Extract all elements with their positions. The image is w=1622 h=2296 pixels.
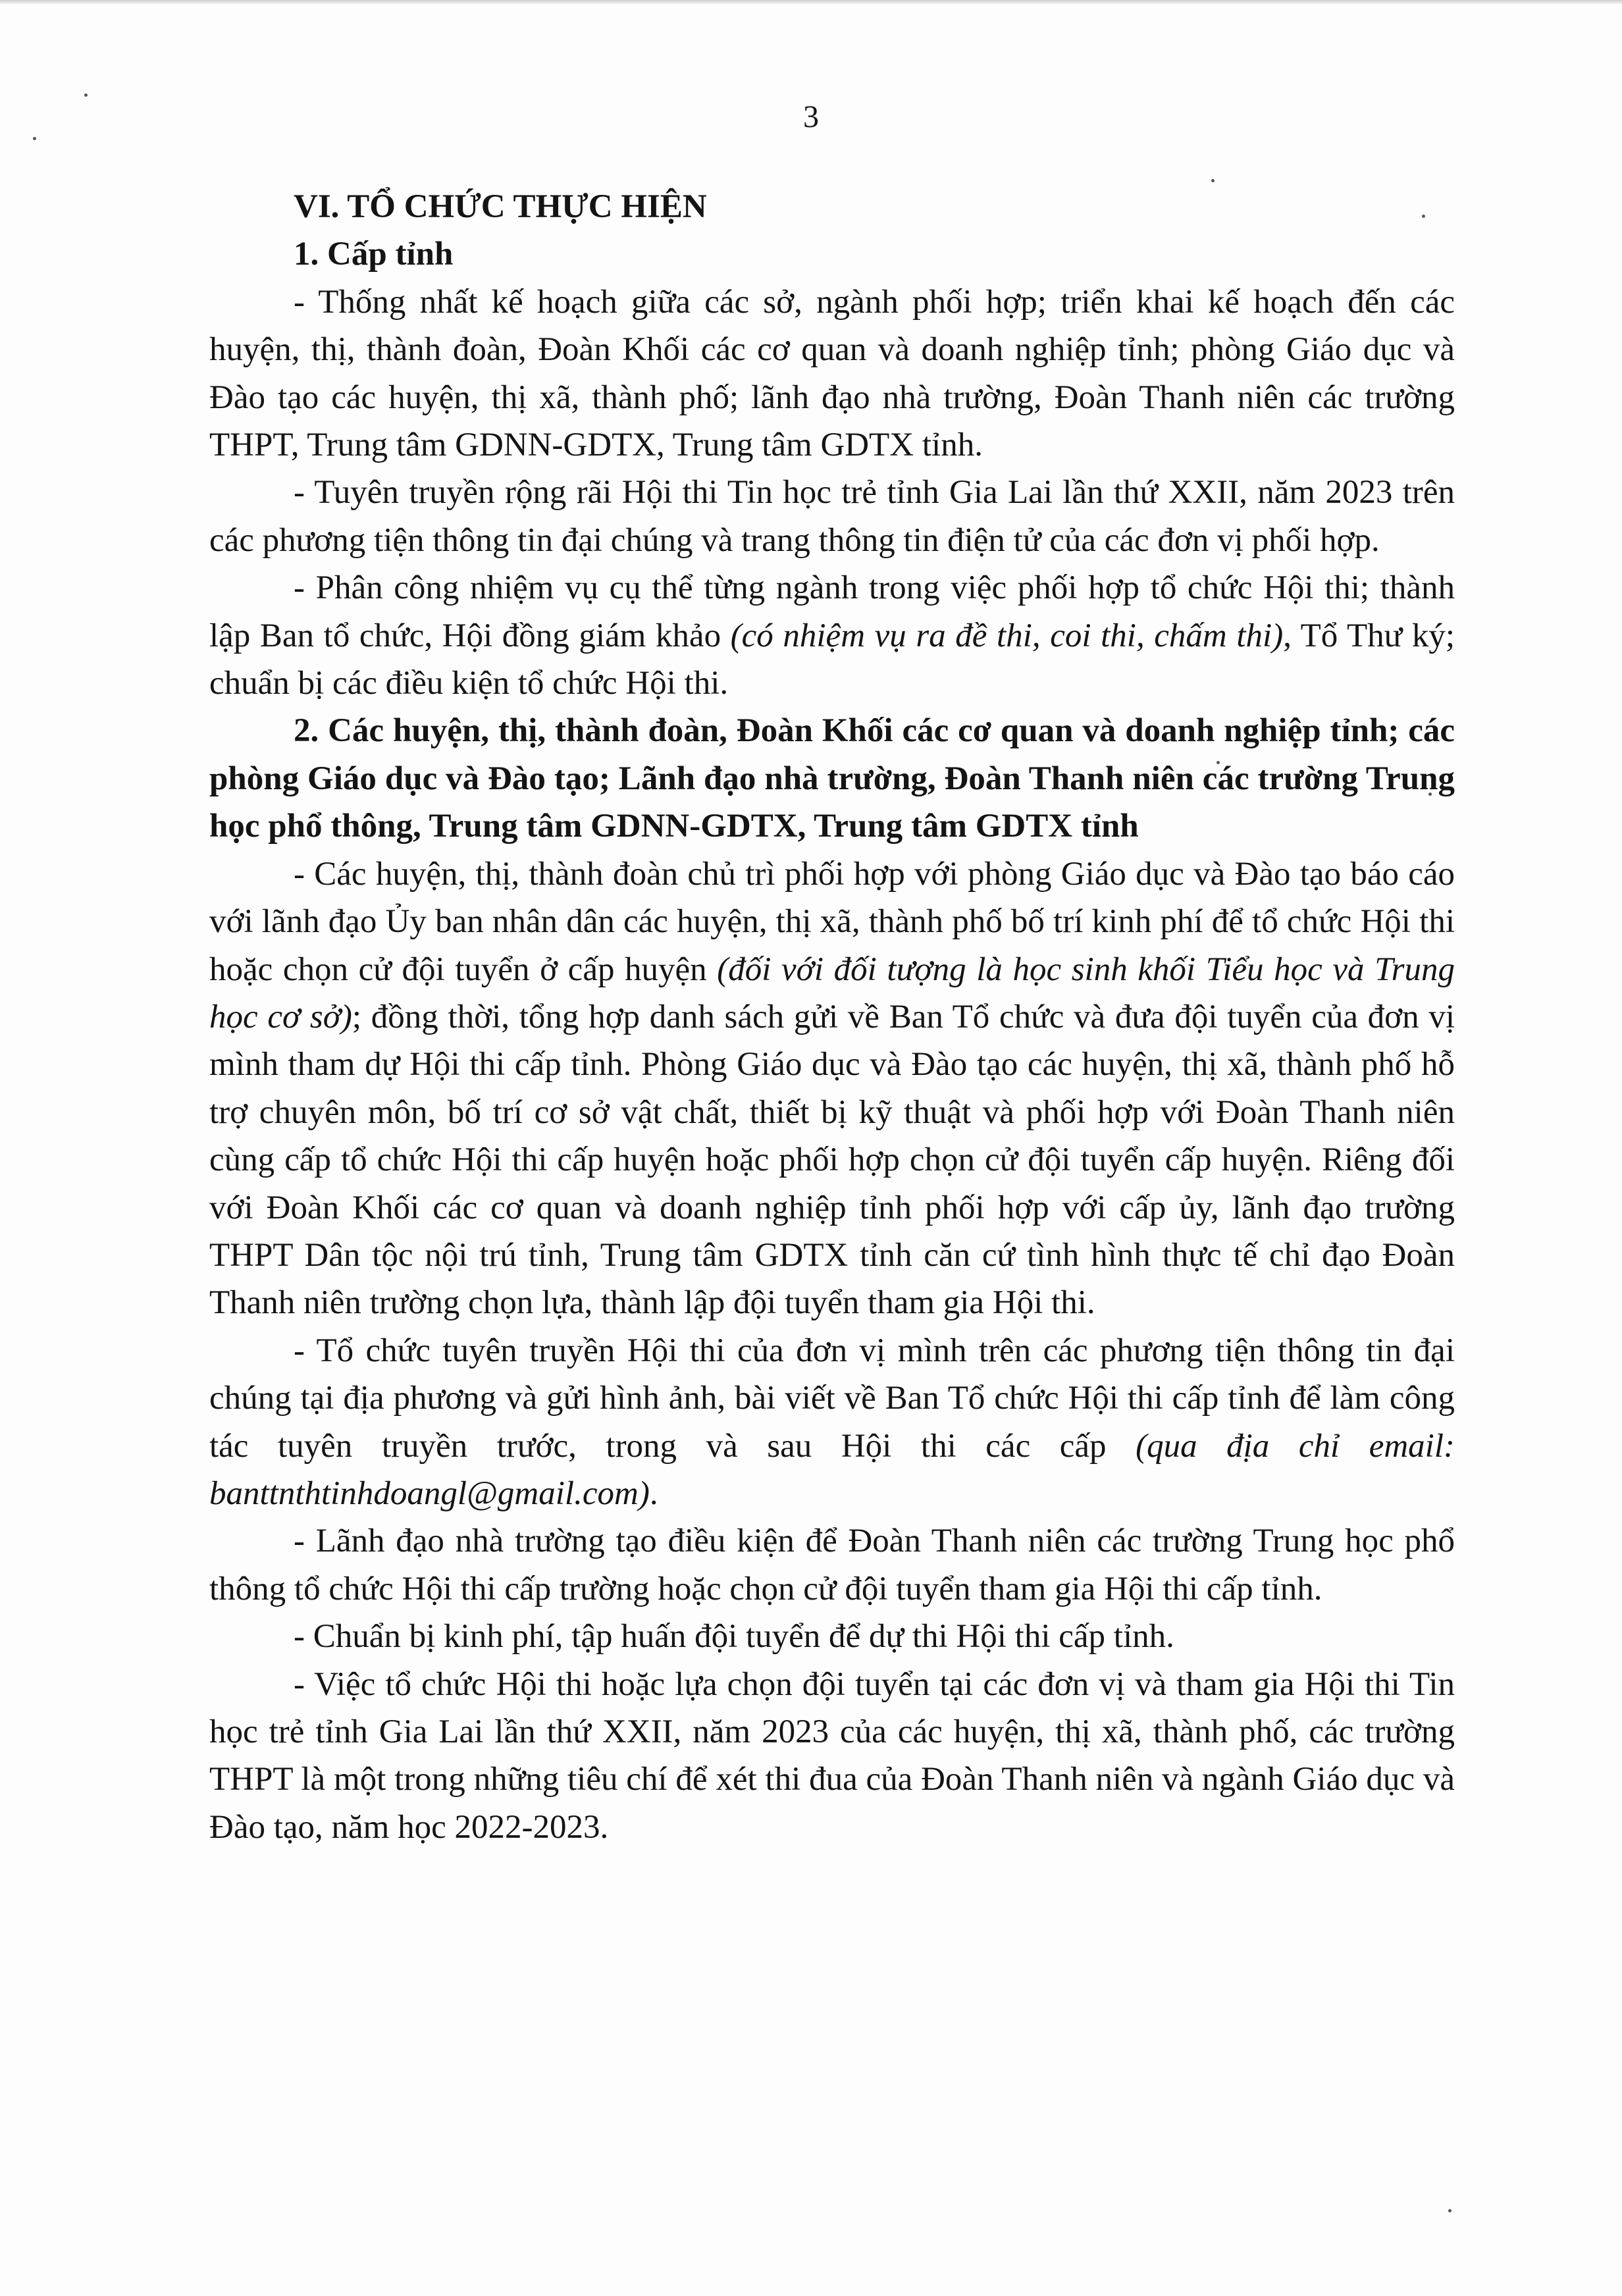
scan-speck <box>33 137 36 140</box>
paragraph-5-text-b: . <box>649 1474 658 1512</box>
scan-speck <box>1211 179 1215 182</box>
paragraph-5-italic: (qua địa chỉ email: banttnthtinhdoangl@gmail.com) <box>209 1427 1455 1512</box>
paragraph-4-text-b: ; đồng thời, tổng hợp danh sách gửi về Ban Tổ chức và đưa đội tuyển của đơn vị mình tham dự Hội thi cấp tỉnh. Phòng Giáo dục và Đào tạo các huyện, thị xã, thành phố hỗ trợ chuyên môn, bố trí cơ sở vật chất, thiết bị kỹ thuật và phối hợp với Đoàn Thanh niên cùng cấp tổ chức Hội thi cấp huyện hoặc phối hợp chọn cử đội tuyển cấp huyện. Riêng đối với Đoàn Khối các cơ quan và doanh nghiệp tỉnh phối hợp với cấp ủy, lãnh đạo trường THPT Dân tộc nội trú tỉnh, Trung tâm GDTX tỉnh căn cứ tình hình thực tế chỉ đạo Đoàn Thanh niên trường chọn lựa, thành lập đội tuyển tham gia Hội thi. <box>209 998 1455 1322</box>
section-title: VI. TỔ CHỨC THỰC HIỆN <box>294 188 707 225</box>
document-body <box>209 183 1455 1851</box>
paragraph-4 <box>209 850 1455 1327</box>
paragraph-4-italic: (đối với đối tượng là học sinh khối Tiểu học và Trung học cơ sở) <box>209 951 1455 1035</box>
paragraph-8: - Việc tổ chức Hội thi hoặc lựa chọn đội tuyển tại các đơn vị và tham gia Hội thi Tin học trẻ tỉnh Gia Lai lần thứ XXII, năm 2023 của các huyện, thị xã, thành phố, các trường THPT là một trong những tiêu chí để xét thi đua của Đoàn Thanh niên và ngành Giáo dục và Đào tạo, năm học 2022-2023. <box>209 1665 1455 1846</box>
paragraph-4-text-a: - Các huyện, thị, thành đoàn chủ trì phối hợp với phòng Giáo dục và Đào tạo báo cáo với lãnh đạo Ủy ban nhân dân các huyện, thị xã, thành phố bố trí kinh phí để tổ chức Hội thi hoặc chọn cử đội tuyển ở cấp huyện <box>209 855 1455 988</box>
page-number: 3 <box>803 99 819 134</box>
paragraph-7: - Chuẩn bị kinh phí, tập huấn đội tuyển để dự thi Hội thi cấp tỉnh. <box>294 1618 1174 1656</box>
subsection-title-1: 1. Cấp tỉnh <box>294 236 454 273</box>
paragraph-6: - Lãnh đạo nhà trường tạo điều kiện để Đoàn Thanh niên các trường Trung học phổ thông tổ chức Hội thi cấp trường hoặc chọn cử đội tuyển tham gia Hội thi cấp tỉnh. <box>209 1523 1455 1607</box>
subsection-title-2: 2. Các huyện, thị, thành đoàn, Đoàn Khối các cơ quan và doanh nghiệp tỉnh; các phòng Giáo dục và Đào tạo; Lãnh đạo nhà trường, Đoàn Thanh niên các trường Trung học phổ thông, Trung tâm GDNN-GDTX, Trung tâm GDTX tỉnh <box>209 712 1455 845</box>
paragraph-3 <box>209 564 1455 707</box>
scan-speck <box>1448 2209 1452 2212</box>
paragraph-3-text-b: , Tổ Thư ký; chuẩn bị các điều kiện tổ chức Hội thi. <box>209 617 1455 702</box>
paragraph-3-italic: (có nhiệm vụ ra đề thi, coi thi, chấm thi) <box>730 617 1284 654</box>
paragraph-3-text-a: - Phân công nhiệm vụ cụ thể từng ngành trong việc phối hợp tổ chức Hội thi; thành lập Ban tổ chức, Hội đồng giám khảo <box>209 569 1455 654</box>
paragraph-1: - Thống nhất kế hoạch giữa các sở, ngành phối hợp; triển khai kế hoạch đến các huyện, thị, thành đoàn, Đoàn Khối các cơ quan và doanh nghiệp tỉnh; phòng Giáo dục và Đào tạo các huyện, thị xã, thành phố; lãnh đạo nhà trường, Đoàn Thanh niên các trường THPT, Trung tâm GDNN-GDTX, Trung tâm GDTX tỉnh. <box>209 283 1455 464</box>
paragraph-5 <box>209 1327 1455 1518</box>
scan-speck <box>84 93 88 97</box>
scan-top-edge <box>0 0 1622 4</box>
paragraph-2: - Tuyên truyền rộng rãi Hội thi Tin học trẻ tỉnh Gia Lai lần thứ XXII, năm 2023 trên các phương tiện thông tin đại chúng và trang thông tin điện tử của các đơn vị phối hợp. <box>209 474 1455 559</box>
paragraph-5-text-a: - Tổ chức tuyên truyền Hội thi của đơn vị mình trên các phương tiện thông tin đại chúng tại địa phương và gửi hình ảnh, bài viết về Ban Tổ chức Hội thi cấp tỉnh để làm công tác tuyên truyền trước, trong và sau Hội thi các cấp <box>209 1332 1455 1465</box>
